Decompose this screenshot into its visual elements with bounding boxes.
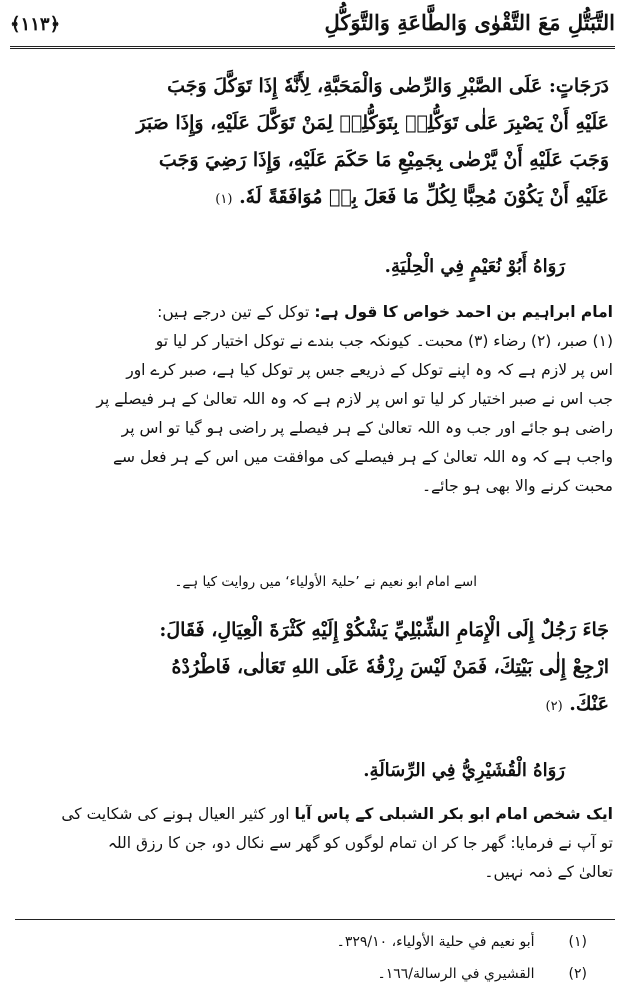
footnote-rule [15, 919, 615, 920]
urdu-line: تو آپ نے فرمایا: گھر جا کر ان تمام لوگوں کو گھر سے نکال دو، جن کا رزق اللہ [107, 834, 613, 852]
urdu-translation-1 [12, 298, 613, 501]
footnote-number: (۱) [568, 934, 587, 950]
arabic-line: ارْجِعْ إِلٰی بَيْتِكَ، فَمَنْ لَيْسَ رِزْقُهٗ عَلَی اللهِ تَعَالٰی، فَاطْرُدْهُ [171, 656, 609, 678]
arabic-quote-2 [12, 612, 609, 725]
urdu-line: راضی ہو جائے اور جب وہ اللہ تعالیٰ کے ہر فیصلے پر راضی ہو گیا تو اس پر [121, 419, 613, 437]
urdu-line: (۱) صبر، (۲) رضاء (۳) محبت۔ کیونکہ جب بندے نے توکل اختیار کر لیا تو [155, 332, 613, 350]
urdu-line [12, 800, 613, 829]
footnote-ref-1: (١) [215, 192, 233, 207]
footnote-ref-2: (٢) [545, 699, 563, 714]
arabic-quote-1 [12, 68, 609, 218]
arabic-line [12, 686, 609, 725]
urdu-line-text: اور کثیر العیال ہونے کی شکایت کی [61, 805, 290, 823]
footnote-text: أبو نعيم في حلية الأولياء، ٣٢٩/١٠۔ [336, 934, 535, 950]
header-rule [10, 46, 615, 49]
footnote-text: القشيري في الرسالة/١٦٦۔ [377, 966, 535, 982]
urdu-lead: امام ابراہیم بن احمد خواص کا قول ہے: [314, 303, 613, 321]
arabic-line: وَجَبَ عَلَيْهِ أَنْ يَّرْضٰی بِجَمِيْعِ مَا حَكَمَ عَلَيْهِ، وَإِذَا رَضِيَ وَجَبَ [158, 149, 609, 171]
urdu-line [12, 298, 613, 327]
urdu-line: تعالیٰ کے ذمہ نہیں۔ [484, 863, 613, 881]
arabic-line: دَرَجَاتٍ: عَلَی الصَّبْرِ وَالرِّضٰی وَالْمَحَبَّةِ، لِأَنَّهٗ إِذَا تَوَكَّلَ وَجَبَ [167, 75, 609, 97]
page-number: ﴿۱۱۳﴾ [10, 14, 61, 35]
arabic-line: جَاءَ رَجُلٌ إِلَی الْإِمَامِ الشِّبْلِيِّ يَشْكُوْ إِلَيْهِ كَثْرَةَ الْعِيَالِ، فَقَالَ: [159, 619, 609, 641]
source-citation-2: رَوَاهُ الْقُشَيْرِيُّ فِي الرِّسَالَةِ. [363, 760, 565, 781]
source-citation-1: رَوَاهُ أَبُوْ نُعَيْمٍ فِي الْحِلْيَةِ. [384, 256, 565, 277]
urdu-translation-2 [12, 800, 613, 887]
urdu-line: محبت کرنے والا بھی ہو جائے۔ [421, 477, 613, 495]
arabic-line [12, 179, 609, 218]
arabic-line-text: عَلَيْهِ أَنْ يَكُوْنَ مُحِبًّا لِكُلِّ مَا فَعَلَ بِهٖ مُوَافَقَةً لَهٗ. [239, 186, 609, 208]
footnote-1 [20, 930, 587, 954]
footnote-number: (۲) [568, 966, 587, 982]
running-title: التَّبَتُّلِ مَعَ التَّقْوٰی وَالطَّاعَةِ وَالتَّوَكُّلِ [324, 10, 615, 35]
urdu-line: واجب ہے کہ وہ اللہ تعالیٰ کے ہر فیصلے کی موافقت میں اس کے ہر فعل سے [112, 448, 613, 466]
urdu-line: اس پر لازم ہے کہ وہ اپنے توکل کے ذریعے جس پر توکل کیا ہے، صبر کرے اور [126, 361, 613, 379]
narration-note-1: اسے امام ابو نعیم نے ’حلیۃ الأولیاء‘ میں روایت کیا ہے۔ [174, 574, 477, 590]
arabic-line: عَلَيْهِ أَنْ يَصْبِرَ عَلٰی تَوَكُّلِهٖ بِتَوَكُّلِهٖ لِمَنْ تَوَكَّلَ عَلَيْهِ، وَإِذَا صَبَرَ [136, 112, 609, 134]
footnote-2 [20, 962, 587, 986]
urdu-line-text: توکل کے تین درجے ہیں: [157, 303, 310, 321]
urdu-lead: ایک شخص امام ابو بکر الشبلی کے پاس آیا [294, 805, 613, 823]
arabic-line-text: عَنْكَ. [569, 693, 609, 715]
page-header [10, 8, 615, 48]
urdu-line: جب اس نے صبر اختیار کر لیا تو اس پر لازم ہے کہ وہ اللہ تعالیٰ کے ہر فیصلے پر [96, 390, 613, 408]
